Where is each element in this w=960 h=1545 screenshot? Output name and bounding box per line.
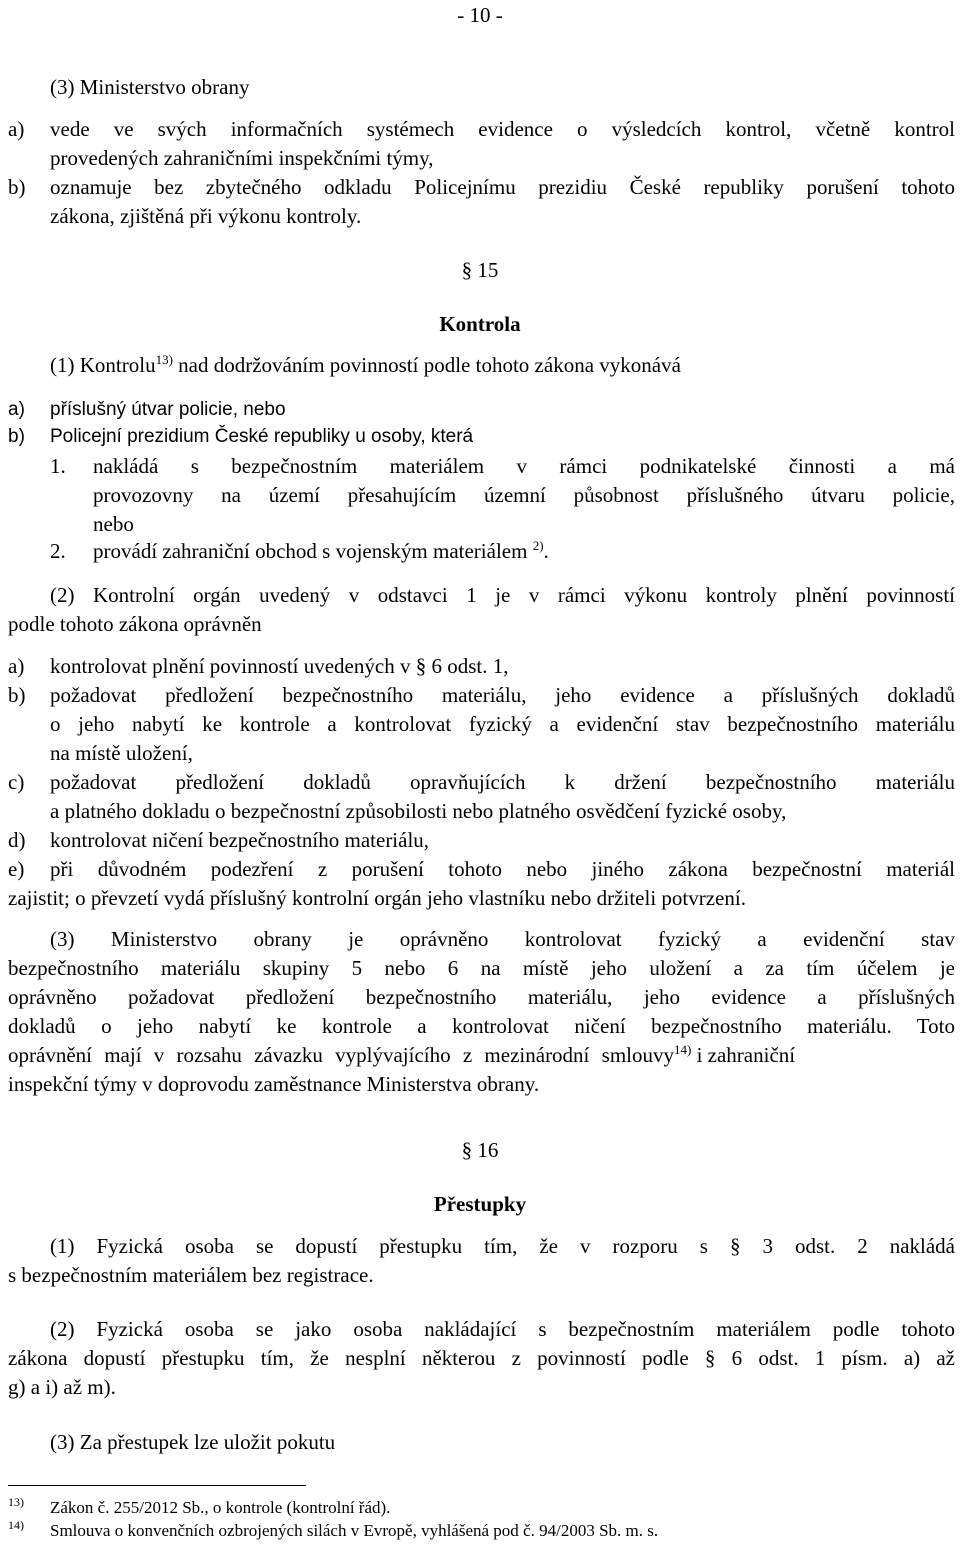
footnote-13-marker: 13) — [8, 1495, 24, 1509]
s15-p3-line2: bezpečnostního materiálu skupiny 5 nebo 6 na místě jeho uložení a za tím účelem je — [8, 956, 955, 980]
s15-p2-marker-a: a) — [8, 654, 25, 678]
footnote-ref-13: 13) — [155, 352, 173, 367]
s15-p2-line1: (2) Kontrolní orgán uvedený v odstavci 1 je v rámci výkonu kontroly plnění povinností — [50, 583, 955, 607]
s15-num-2-end: . — [543, 539, 549, 563]
s15-p2-marker-c: c) — [8, 770, 25, 794]
s15-paragraph-1 — [50, 352, 681, 378]
s15-p2-marker-d: d) — [8, 828, 26, 852]
footnote-ref-2: 2) — [532, 538, 544, 553]
s15-p2-item-a: kontrolovat plnění povinností uvedených v § 6 odst. 1, — [50, 654, 509, 678]
s15-p2-marker-b: b) — [8, 683, 26, 707]
s15-p2-marker-e: e) — [8, 857, 25, 881]
s16-p3: (3) Za přestupek lze uložit pokutu — [50, 1430, 336, 1454]
s15-p3-line5 — [8, 1042, 955, 1068]
section-16-number: § 16 — [461, 1138, 499, 1162]
s15-p3-line5b: i zahraniční — [691, 1043, 796, 1067]
paragraph-3-heading: (3) Ministerstvo obrany — [50, 75, 250, 99]
s15-p2-item-d: kontrolovat ničení bezpečnostního materiálu, — [50, 828, 430, 852]
s16-p1-line2: s bezpečnostním materiálem bez registrace. — [8, 1263, 374, 1287]
s15-p1-rest: nad dodržováním povinností podle tohoto zákona vykonává — [172, 353, 681, 377]
section-15-number: § 15 — [461, 258, 499, 282]
s15-p2-item-c-line1: požadovat předložení dokladů opravňujících k držení bezpečnostního materiálu — [50, 770, 955, 794]
list-marker-a: a) — [8, 117, 25, 141]
s15-num-1-line2: provozovny na území přesahujícím územní působnost příslušného útvaru policie, — [93, 483, 955, 507]
item-b-line2: zákona, zjištěná při výkonu kontroly. — [50, 204, 362, 228]
item-a-line1: vede ve svých informačních systémech evidence o výsledcích kontrol, včetně kontrol — [50, 117, 955, 141]
s15-p2-item-b-line2: o jeho nabytí ke kontrole a kontrolovat fyzický a evidenční stav bezpečnostního materiálu — [50, 712, 955, 736]
s15-p2-item-e-line2: zajistit; o převzetí vydá příslušný kontrolní orgán jeho vlastníku nebo držiteli potvrzení. — [8, 886, 746, 910]
item-b-line1: oznamuje bez zbytečného odkladu Policejnímu prezidiu České republiky porušení tohoto — [50, 175, 955, 199]
s16-p1-line1: (1) Fyzická osoba se dopustí přestupku tím, že v rozporu s § 3 odst. 2 nakládá — [50, 1234, 955, 1258]
s16-p2-line1: (2) Fyzická osoba se jako osoba nakládající s bezpečnostním materiálem podle tohoto — [50, 1317, 955, 1341]
s15-p2-item-c-line2: a platného dokladu o bezpečnostní způsobilosti nebo platného osvědčení fyzické osoby, — [50, 799, 787, 823]
footnote-13-text: Zákon č. 255/2012 Sb., o kontrole (kontrolní řád). — [50, 1498, 391, 1517]
page-number: - 10 - — [457, 3, 503, 27]
s15-p3-line5a: oprávnění mají v rozsahu závazku vyplývajícího z mezinárodní smlouvy — [8, 1043, 674, 1067]
section-15-title: Kontrola — [439, 312, 521, 336]
s15-num-1-marker: 1. — [50, 454, 66, 478]
s15-num-2-text: provádí zahraniční obchod s vojenským materiálem — [93, 539, 528, 563]
s15-p3-line1: (3) Ministerstvo obrany je oprávněno kontrolovat fyzický a evidenční stav — [50, 927, 955, 951]
s15-p2-item-e-line1: při důvodném podezření z porušení tohoto nebo jiného zákona bezpečnostní materiál — [50, 857, 955, 881]
s15-p3-line4: dokladů o jeho nabytí ke kontrole a kontrolovat ničení bezpečnostního materiálu. Toto — [8, 1014, 955, 1038]
s16-p2-line3: g) a i) až m). — [8, 1375, 116, 1399]
s15-p2-item-b-line3: na místě uložení, — [50, 741, 193, 765]
s15-num-1-line3: nebo — [93, 512, 134, 536]
footnote-14-text: Smlouva o konvenčních ozbrojených silách v Evropě, vyhlášená pod č. 94/2003 Sb. m. s. — [50, 1521, 659, 1540]
s15-p2-line2: podle tohoto zákona oprávněn — [8, 612, 262, 636]
list-marker-b: b) — [8, 175, 26, 199]
s15-p2-item-b-line1: požadovat předložení bezpečnostního materiálu, jeho evidence a příslušných dokladů — [50, 683, 955, 707]
footnote-ref-14: 14) — [673, 1042, 692, 1057]
s15-marker-b: b) — [8, 426, 25, 447]
s15-marker-a: a) — [8, 399, 25, 420]
s15-num-2-marker: 2. — [50, 539, 66, 563]
s15-item-b: Policejní prezidium České republiky u osoby, která — [50, 426, 474, 447]
section-16-title: Přestupky — [433, 1192, 527, 1216]
s15-p1-text: (1) Kontrolu — [50, 353, 156, 377]
footnote-separator — [8, 1485, 306, 1486]
s15-num-2 — [93, 538, 549, 564]
s15-num-1-line1: nakládá s bezpečnostním materiálem v rámci podnikatelské činnosti a má — [93, 454, 955, 478]
s15-p3-line6: inspekční týmy v doprovodu zaměstnance Ministerstva obrany. — [8, 1072, 540, 1096]
item-a-line2: provedených zahraničními inspekčními týmy, — [50, 146, 434, 170]
footnote-14-marker: 14) — [8, 1518, 24, 1532]
s16-p2-line2: zákona dopustí přestupku tím, že nesplní některou z povinností podle § 6 odst. 1 písm. a) až — [8, 1346, 955, 1370]
s15-item-a: příslušný útvar policie, nebo — [50, 399, 286, 420]
s15-p3-line3: oprávněno požadovat předložení bezpečnostního materiálu, jeho evidence a příslušných — [8, 985, 955, 1009]
